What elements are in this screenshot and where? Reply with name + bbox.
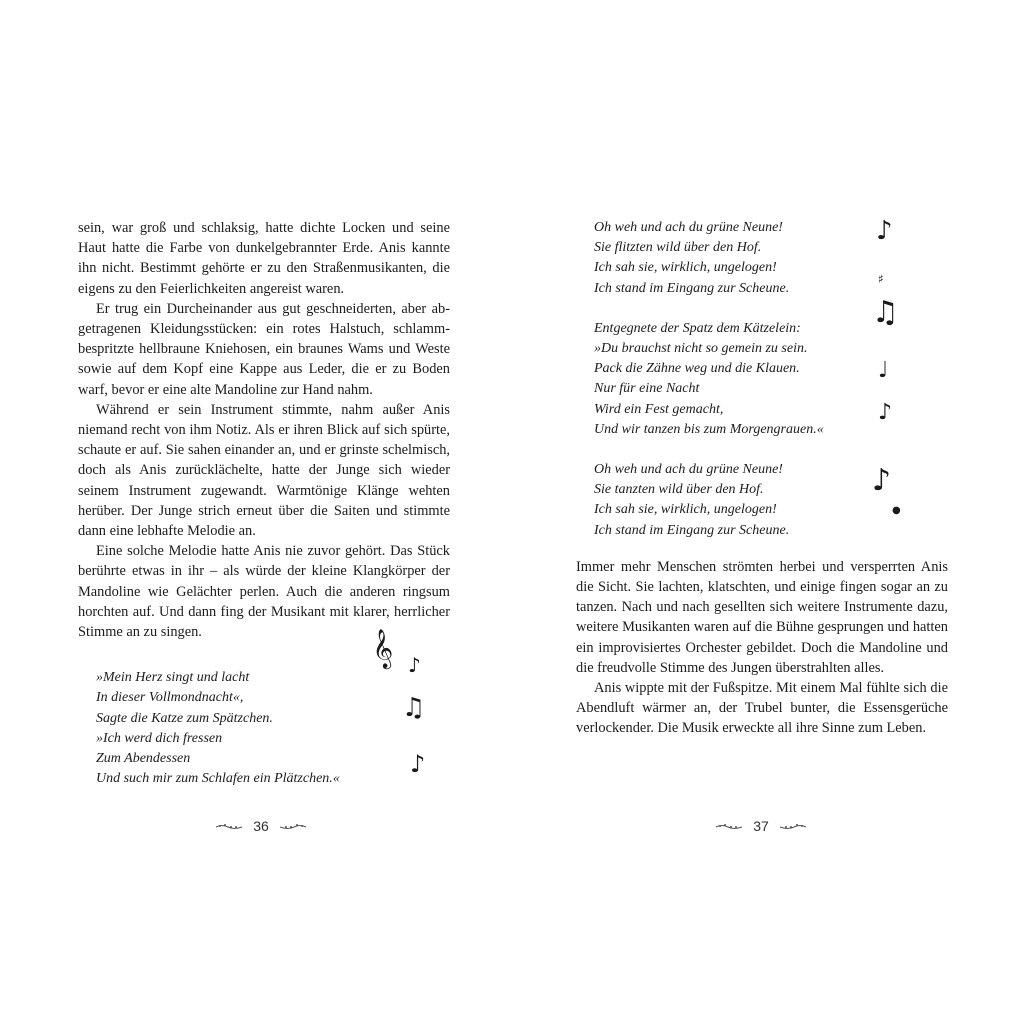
whole-note-icon: ● [892, 505, 901, 516]
verse-line: Sagte die Katze zum Spätzchen. [96, 710, 273, 726]
verse-line: Wird ein Fest gemacht, [594, 401, 724, 417]
verse-line: Sie tanzten wild über den Hof. [594, 482, 764, 498]
verse-line: »Ich werd dich fressen [96, 730, 223, 746]
sharp-icon: ♯ [878, 272, 884, 286]
paragraph: sein, war groß und schlaksig, hatte dichte Locken und seine Haut hatte die Farbe von dunkelgebrannter Erde. Anis kannte ihn nicht. Bestimmt gehörte er zu den Straßenmusikanten, die eigens zu den Feierlichkeiten angereist waren. [78, 220, 450, 297]
eighth-note-icon: ♪ [872, 463, 892, 498]
page-number-left [214, 818, 308, 834]
ornament-icon [214, 821, 244, 831]
verse-line: Ich stand im Eingang zur Scheune. [594, 522, 790, 538]
eighth-note-icon: ♪ [410, 750, 426, 778]
eighth-note-icon: ♪ [876, 216, 893, 246]
verse-line: Pack die Zähne weg und die Klauen. [594, 361, 800, 377]
song-verse [576, 319, 948, 440]
song-verse [78, 668, 450, 789]
paragraph: Eine solche Melodie hatte Anis nie zuvor gehört. Das Stück berührte etwas in ihr – als würde der kleine Klangkörper der Mandoline wie Gelächter perlen. Auch die anderen ringsum horchten auf. Und dann fing der Musikant mit klarer, herrlicher Stimme an zu singen. [78, 543, 450, 641]
paragraph: Immer mehr Menschen strömten herbei und versperrten Anis die Sicht. Sie lachten, klatschten, und einige fingen sogar an zu tanzen. Nach und nach gesellten sich weitere Instrumente dazu, weitere Musikanten waren auf die Bühne gesprungen und hatten ein improvisiertes Orchester gebildet. Doch die Mandoline und die freudvolle Stimme des Jungen überstrahlten alles. [576, 558, 948, 676]
verse-line: »Du brauchst nicht so gemein zu sein. [594, 341, 808, 357]
page-number: 37 [753, 818, 769, 834]
verse-line: Sie flitzten wild über den Hof. [594, 240, 762, 256]
ornament-icon [278, 821, 308, 831]
paragraph: Während er sein Instrument stimmte, nahm außer Anis niemand recht von ihm Notiz. Als er ihren Blick auf sich spürte, schaute er auf. Sie sahen einander an, und er grinste schelmisch, doch als Anis zurücklächelte, hatte der Junge sich wieder seinem Instrument zugewandt. Warmtönige Klänge wehten herüber. Der Junge strich erneut über die Saiten und stimmte dann eine lebhafte Melodie an. [78, 401, 450, 540]
verse-line: Ich sah sie, wirklich, ungelogen! [594, 260, 777, 276]
paragraph: Er trug ein Durcheinander aus gut geschneiderten, aber abgetragenen Kleidungsstücken: ein rotes Halstuch, schlammbespritzte hellbraune Kniehosen, ein braunes Wams und Weste sowie auf dem Kopf eine Kappe aus Leder, die er zu Boden warf, bevor er eine alte Mandoline zur Hand nahm. [78, 300, 450, 398]
paragraph: Anis wippte mit der Fußspitze. Mit einem Mal fühlte sich die Abendluft wärmer an, der Trubel bunter, die Essensgerüche verlockender. Die Musik erweckte all ihre Sinne zum Leben. [576, 680, 948, 737]
verse-line: Nur für eine Nacht [594, 381, 700, 397]
page-number-right [714, 818, 808, 834]
verse-line: Oh weh und ach du grüne Neune! [594, 462, 783, 478]
page-number: 36 [253, 818, 269, 834]
eighth-note-icon: ♪ [878, 400, 893, 425]
verse-line: »Mein Herz singt und lacht [96, 670, 250, 686]
treble-clef-icon: 𝄞 [368, 627, 397, 671]
verse-line: Ich sah sie, wirklich, ungelogen! [594, 502, 777, 518]
left-page [78, 218, 450, 789]
ornament-icon [778, 821, 808, 831]
verse-line: Oh weh und ach du grüne Neune! [594, 220, 783, 235]
quarter-note-icon: ♩ [878, 358, 889, 383]
beamed-notes-icon: ♫ [402, 693, 426, 723]
verse-line: Entgegnete der Spatz dem Kätzelein: [594, 320, 801, 336]
verse-line: Und such mir zum Schlafen ein Plätzchen.« [96, 771, 340, 787]
verse-line: Ich stand im Eingang zur Scheune. [594, 280, 790, 296]
verse-line: Und wir tanzen bis zum Morgengrauen.« [594, 421, 824, 437]
ornament-icon [714, 821, 744, 831]
beamed-notes-icon: ♫ [872, 295, 899, 330]
verse-line: In dieser Vollmondnacht«, [96, 690, 244, 706]
song-verse [576, 460, 948, 541]
verse-line: Zum Abendessen [96, 751, 191, 767]
half-note-icon: ♪ [408, 653, 421, 677]
